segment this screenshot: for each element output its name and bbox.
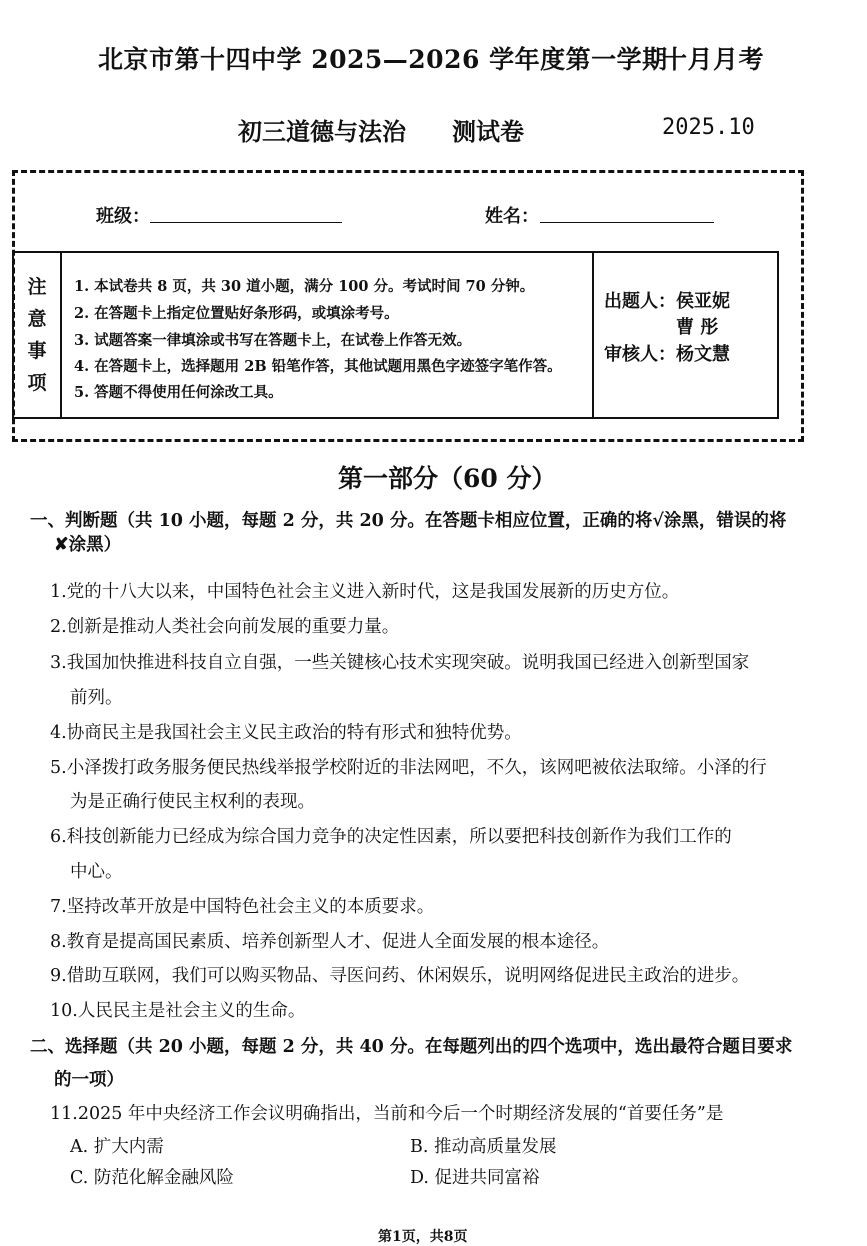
notes-side-char: 项	[27, 372, 47, 394]
option-b: B. 推动高质量发展	[410, 1137, 557, 1157]
question-10: 10.人民民主是社会主义的生命。	[50, 1001, 306, 1021]
setter-label: 出题人：	[604, 291, 676, 312]
question-2: 2.创新是推动人类社会向前发展的重要力量。	[50, 617, 400, 637]
question-5-cont: 为是正确行使民主权利的表现。	[70, 792, 315, 812]
question-3: 3.我国加快推进科技自立自强，一些关键核心技术实现突破。说明我国已经进入创新型国家	[50, 653, 750, 673]
option-d: D. 促进共同富裕	[410, 1168, 540, 1188]
exam-title-school: 北京市第十四中学 2025—2026 学年度第一学期	[98, 45, 668, 74]
setter-name-2: 曹 彤	[676, 317, 719, 338]
setter-name-1: 侯亚妮	[676, 291, 730, 312]
note-item: 3. 试题答案一律填涂或书写在答题卡上，在试卷上作答无效。	[74, 332, 472, 349]
exam-title-type: 十月月考	[662, 45, 765, 74]
question-5: 5.小泽拨打政务服务便民热线举报学校附近的非法网吧，不久，该网吧被依法取缔。小泽的行	[50, 758, 767, 778]
section1-heading: 一、判断题（共 10 小题，每题 2 分，共 20 分。在答题卡相应位置，正确的将√涂黑，错误的将	[30, 511, 787, 531]
setter-info	[592, 253, 777, 417]
question-6: 6.科技创新能力已经成为综合国力竞争的决定性因素，所以要把科技创新作为我们工作的	[50, 827, 732, 847]
question-8: 8.教育是提高国民素质、培养创新型人才、促进人全面发展的根本途径。	[50, 932, 610, 952]
option-c: C. 防范化解金融风险	[70, 1168, 234, 1188]
note-item: 2. 在答题卡上指定位置贴好条形码，或填涂考号。	[74, 305, 399, 322]
question-11: 11.2025 年中央经济工作会议明确指出，当前和今后一个时期经济发展的“首要任务”是	[50, 1104, 724, 1124]
page-number: 第1页，共8页	[378, 1229, 468, 1245]
question-7: 7.坚持改革开放是中国特色社会主义的本质要求。	[50, 897, 435, 917]
class-field[interactable]	[150, 222, 342, 223]
reviewer-label: 审核人：	[604, 344, 676, 365]
question-1: 1.党的十八大以来，中国特色社会主义进入新时代，这是我国发展新的历史方位。	[50, 582, 680, 602]
exam-date: 2025.10	[662, 115, 755, 140]
note-item: 4. 在答题卡上，选择题用 2B 铅笔作答，其他试题用黑色字迹签字笔作答。	[74, 358, 562, 375]
question-9: 9.借助互联网，我们可以购买物品、寻医问药、休闲娱乐，说明网络促进民主政治的进步。	[50, 966, 750, 986]
part1-heading: 第一部分（60 分）	[338, 464, 557, 493]
reviewer-name: 杨文慧	[676, 344, 730, 365]
section2-heading-cont: 的一项）	[54, 1070, 124, 1090]
name-field[interactable]	[540, 222, 714, 223]
section2-heading: 二、选择题（共 20 小题，每题 2 分，共 40 分。在每题列出的四个选项中，选出最符合题目要求	[30, 1037, 793, 1057]
question-6-cont: 中心。	[70, 862, 123, 882]
name-label: 姓名：	[485, 206, 539, 227]
option-a: A. 扩大内需	[70, 1137, 164, 1157]
section1-heading-cont: ✘涂黑）	[54, 535, 122, 555]
notes-side-char: 事	[27, 340, 47, 362]
class-label: 班级：	[96, 206, 150, 227]
question-4: 4.协商民主是我国社会主义民主政治的特有形式和独特优势。	[50, 723, 522, 743]
notes-side-label	[14, 253, 62, 417]
subject-title: 初三道德与法治	[238, 117, 406, 146]
notes-side-char: 意	[27, 308, 47, 330]
note-item: 5. 答题不得使用任何涂改工具。	[74, 384, 283, 401]
paper-title: 测试卷	[452, 117, 524, 146]
notes-table	[12, 251, 779, 419]
note-item: 1. 本试卷共 8 页，共 30 道小题，满分 100 分。考试时间 70 分钟。	[74, 278, 535, 295]
notes-side-char: 注	[27, 276, 47, 298]
question-3-cont: 前列。	[70, 688, 123, 708]
